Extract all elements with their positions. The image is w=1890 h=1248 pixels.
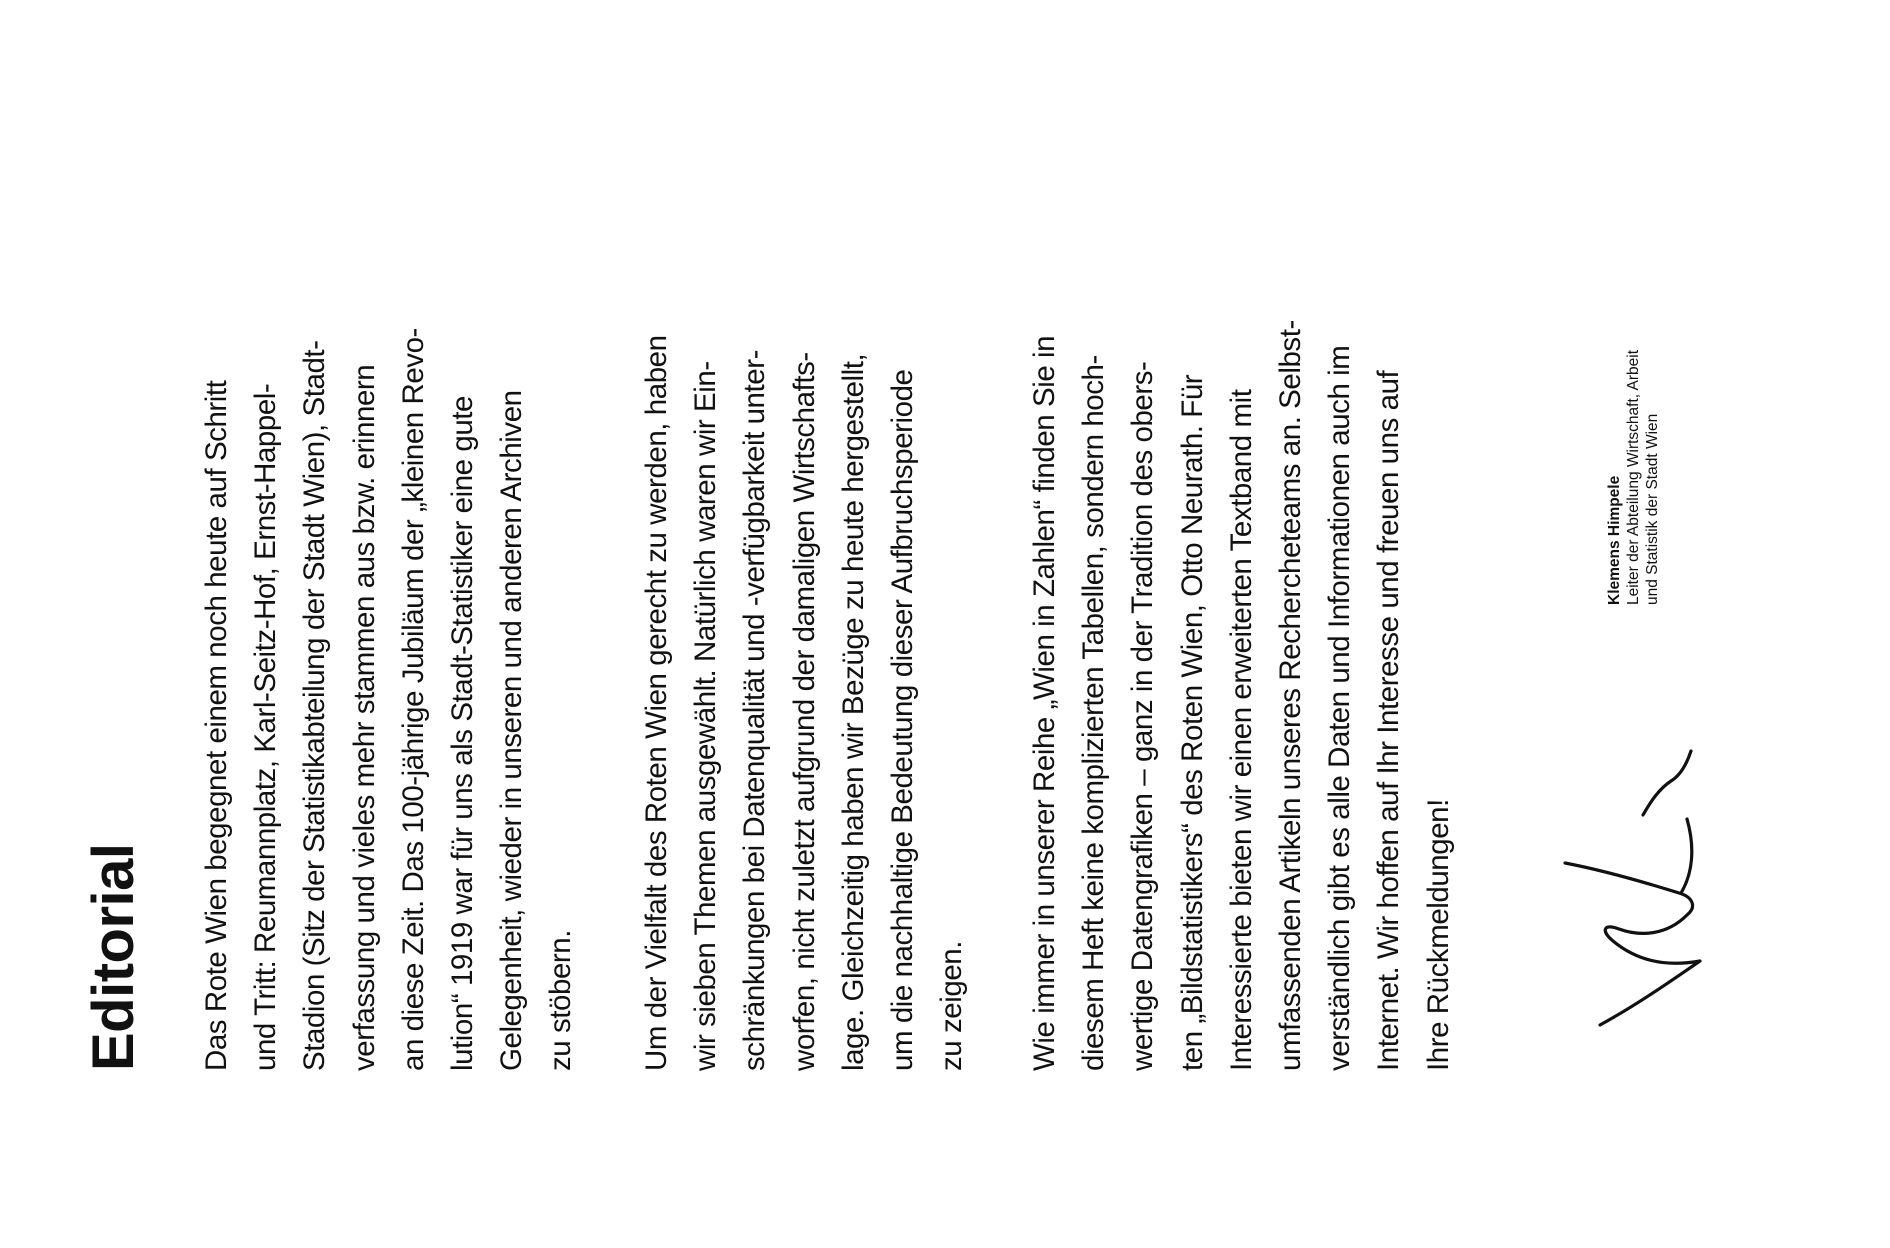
text-line: zu stöbern. bbox=[544, 930, 578, 1071]
text-line: Stadion (Sitz der Statistikabteilung der Stadt Wien), Stadt- bbox=[298, 340, 332, 1071]
author-name: Klemens Himpele bbox=[1606, 475, 1623, 605]
text-line: um die nachhaltige Bedeutung dieser Aufbruchsperiode bbox=[886, 369, 920, 1071]
paragraph-3 bbox=[1020, 171, 1463, 1071]
text-line: Gelegenheit, wieder in unseren und anderen Archiven bbox=[495, 390, 529, 1071]
author-role-line: und Statistik der Stadt Wien bbox=[1644, 413, 1661, 605]
paragraph-1 bbox=[192, 171, 586, 1071]
text-line: Um der Vielfalt des Roten Wien gerecht zu werden, haben bbox=[640, 335, 673, 1071]
text-line: schränkungen bei Datenqualität und -verfügbarkeit unter- bbox=[738, 350, 772, 1071]
text-line: Ihre Rückmeldungen! bbox=[1421, 799, 1455, 1071]
text-line: ten „Bildstatistikers“ des Roten Wien, Otto Neurath. Für bbox=[1175, 374, 1209, 1071]
text-line: an diese Zeit. Das 100-jährige Jubiläum der „kleinen Revo- bbox=[396, 328, 430, 1071]
text-line: worfen, nicht zuletzt aufgrund der damaligen Wirtschafts- bbox=[787, 352, 821, 1071]
text-line: lage. Gleichzeitig haben wir Bezüge zu heute hergestellt, bbox=[836, 353, 870, 1071]
text-line: umfassenden Artikeln unseres Rechercheteams an. Selbst- bbox=[1274, 320, 1308, 1071]
text-line: Das Rote Wien begegnet einem noch heute auf Schritt bbox=[200, 380, 233, 1071]
text-line: Interessierte bieten wir einen erweiterten Textband mit bbox=[1224, 389, 1258, 1071]
text-line: wertige Datengrafiken – ganz in der Tradition des obers- bbox=[1126, 361, 1160, 1071]
text-line: wir sieben Themen ausgewählt. Natürlich waren wir Ein- bbox=[689, 361, 723, 1071]
text-line: verfassung und vieles mehr stammen aus bzw. erinnern bbox=[347, 364, 381, 1071]
author-block bbox=[1605, 205, 1662, 605]
text-line: zu zeigen. bbox=[935, 941, 969, 1071]
page-title: Editorial bbox=[81, 843, 146, 1071]
text-line: und Tritt: Reumannplatz, Karl-Seitz-Hof, Ernst-Happel- bbox=[249, 383, 283, 1071]
author-role-line: Leiter der Abteilung Wirtschaft, Arbeit bbox=[1625, 349, 1642, 605]
text-line: Internet. Wir hoffen auf Ihr Interesse und freuen uns auf bbox=[1372, 370, 1406, 1071]
text-line: verständlich gibt es alle Daten und Informationen auch im bbox=[1323, 345, 1357, 1071]
text-line: lution“ 1919 war für uns als Stadt-Statistiker eine gute bbox=[446, 396, 480, 1071]
paragraph-2 bbox=[632, 171, 976, 1071]
text-line: Wie immer in unserer Reihe „Wien in Zahlen“ finden Sie in bbox=[1028, 335, 1061, 1071]
handwritten-signature bbox=[1555, 733, 1715, 1033]
text-line: diesem Heft keine komplizierten Tabellen, sondern hoch- bbox=[1077, 355, 1111, 1071]
